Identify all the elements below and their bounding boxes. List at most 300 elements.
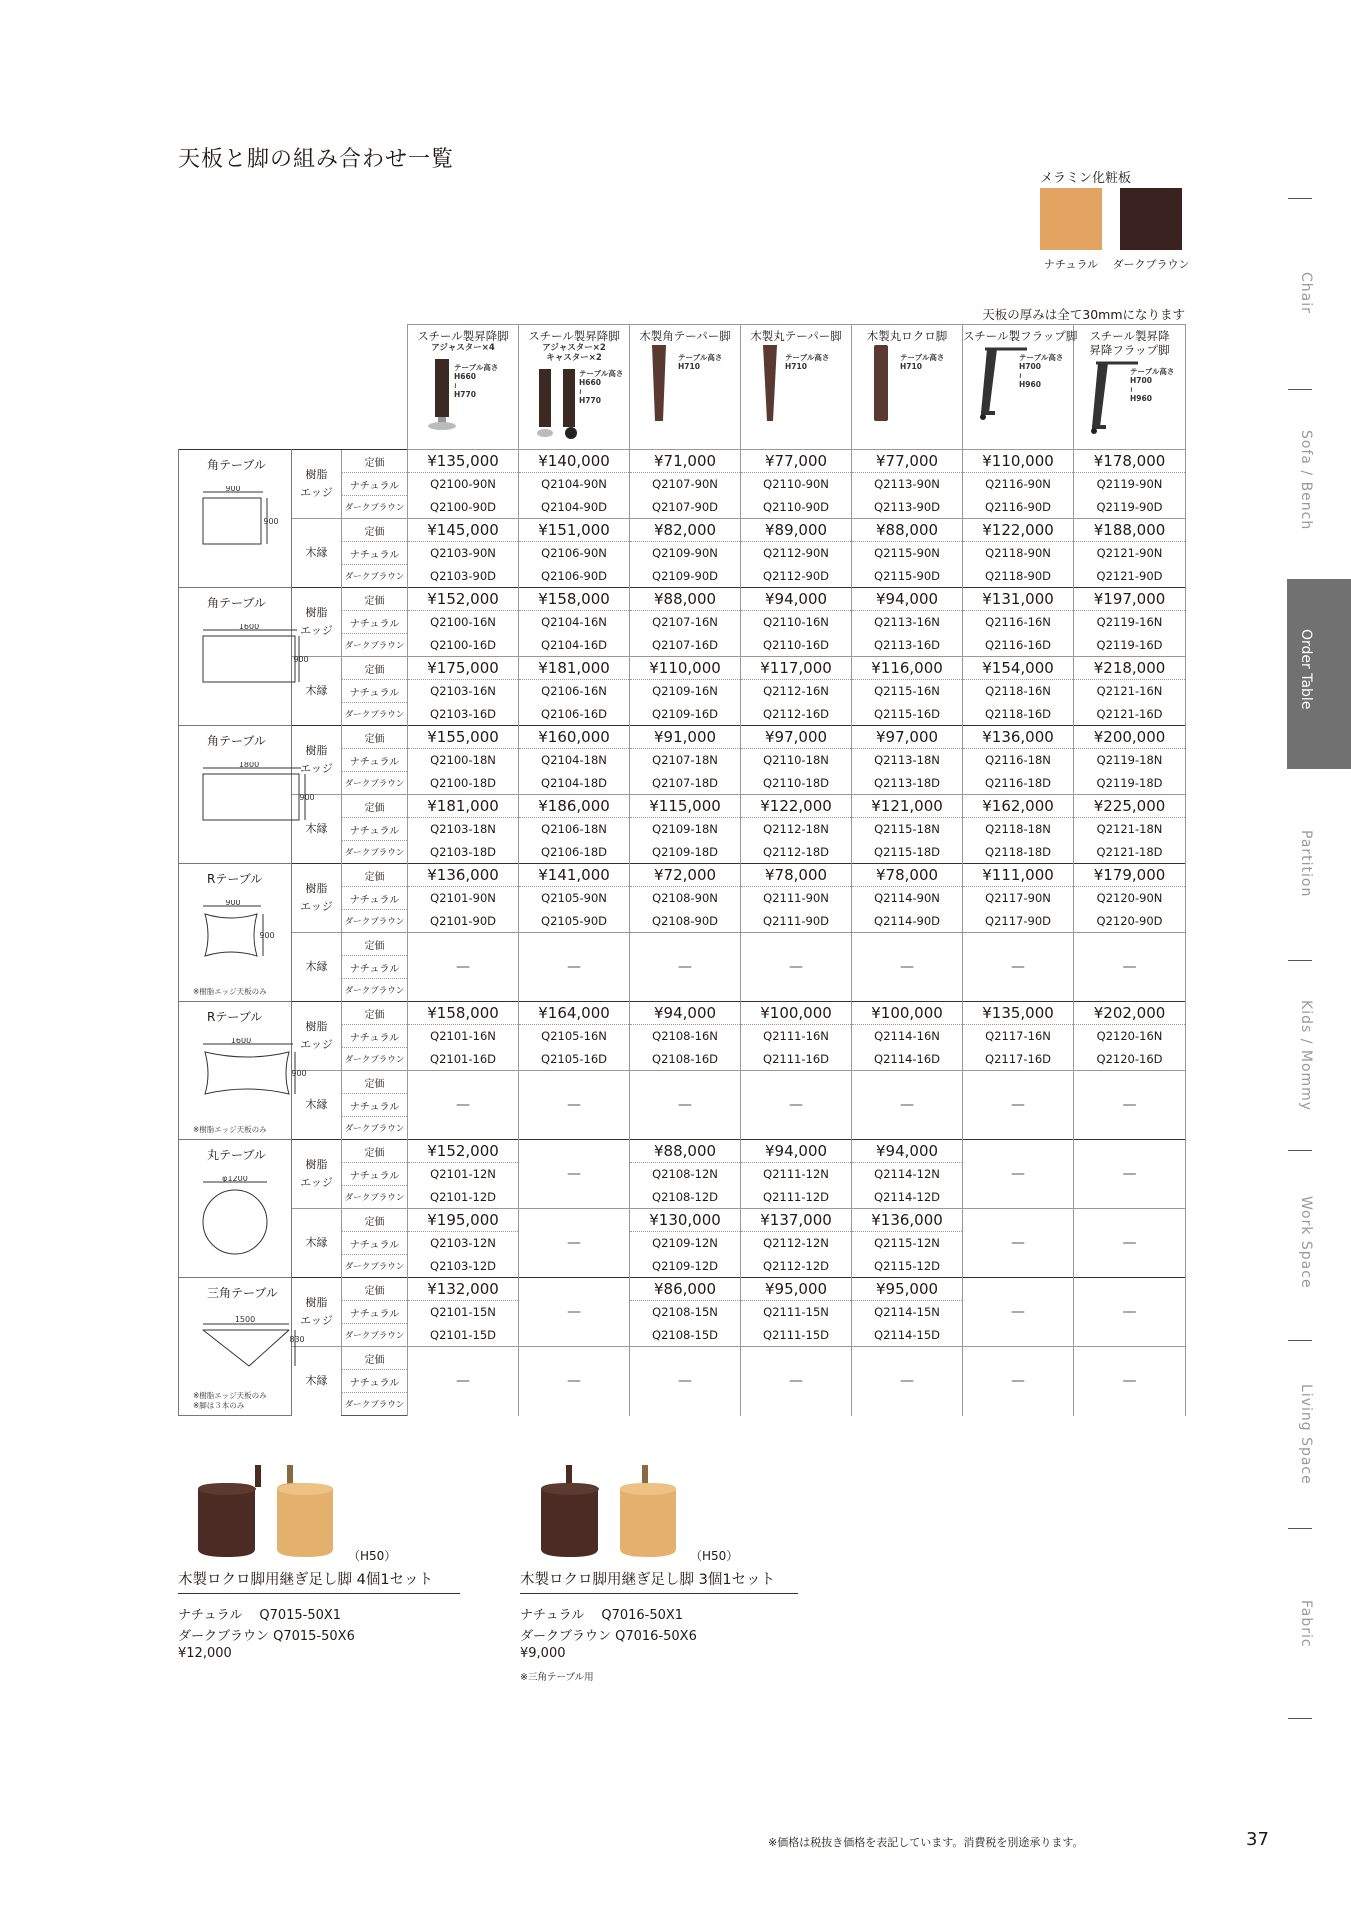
product-code-cell: Q2119-16D bbox=[1074, 634, 1186, 657]
price-cell: ¥145,000 bbox=[408, 519, 519, 542]
leg-height-note bbox=[785, 353, 829, 371]
product-code-cell: Q2120-90D bbox=[1074, 910, 1186, 933]
table-row bbox=[179, 1278, 1186, 1301]
side-nav-item[interactable]: Sofa / Bench bbox=[1298, 430, 1314, 531]
swatch-natural bbox=[1040, 188, 1102, 250]
leg-height-line: テーブル高さ bbox=[678, 353, 723, 362]
row-attr-price: 定価 bbox=[342, 1071, 408, 1094]
leg-image bbox=[644, 343, 674, 427]
product-code-cell: Q2110-18N bbox=[741, 749, 852, 772]
row-attr-natural: ナチュラル bbox=[342, 1025, 408, 1048]
edge-label: エッジ bbox=[300, 486, 333, 499]
product-code-cell: Q2111-15N bbox=[741, 1301, 852, 1324]
dash-mark: — bbox=[1011, 1097, 1026, 1113]
table-type-note bbox=[193, 987, 267, 997]
leg-subtitle: アジャスター×2 bbox=[542, 343, 606, 353]
edge-label: 樹脂 bbox=[305, 1296, 328, 1309]
product-code-cell: Q2111-12D bbox=[741, 1186, 852, 1209]
dash-mark: — bbox=[1122, 1166, 1137, 1182]
row-attr-price: 定価 bbox=[342, 588, 408, 611]
leg-height-note bbox=[678, 353, 722, 371]
product-code-cell: Q2116-18D bbox=[963, 772, 1074, 795]
price-cell: ¥88,000 bbox=[630, 588, 741, 611]
leg-height-line: H710 bbox=[900, 362, 922, 371]
side-nav-item[interactable]: Work Space bbox=[1298, 1196, 1314, 1289]
table-row bbox=[179, 864, 1186, 887]
product-code-cell: Q2108-12D bbox=[630, 1186, 741, 1209]
product-code-cell: Q2116-90D bbox=[963, 496, 1074, 519]
side-nav-item[interactable]: Partition bbox=[1298, 830, 1314, 898]
leg-height-line: ≀ bbox=[579, 387, 582, 396]
price-cell: ¥121,000 bbox=[852, 795, 963, 818]
row-attr-price: 定価 bbox=[342, 1347, 408, 1370]
price-cell: ¥86,000 bbox=[630, 1278, 741, 1301]
leg-height-line: テーブル高さ bbox=[1019, 353, 1064, 362]
product-code-cell: Q2112-90N bbox=[741, 542, 852, 565]
edge-resin bbox=[292, 450, 342, 519]
not-available-cell bbox=[963, 933, 1074, 1002]
product-code-cell: Q2119-90D bbox=[1074, 496, 1186, 519]
leg-name: スチール製昇降 bbox=[1089, 329, 1170, 343]
edge-label: エッジ bbox=[300, 624, 333, 637]
product-code-cell: Q2100-90D bbox=[408, 496, 519, 519]
row-attr-dark: ダークブラウン bbox=[342, 1117, 408, 1140]
product-code-cell: Q2117-16N bbox=[963, 1025, 1074, 1048]
side-nav-divider bbox=[1288, 1528, 1312, 1529]
price-cell: ¥218,000 bbox=[1074, 657, 1186, 680]
table-shape-diagram bbox=[201, 1176, 281, 1260]
leg-name: 木製角テーパー脚 bbox=[639, 329, 731, 343]
product-code-cell: Q2109-12N bbox=[630, 1232, 741, 1255]
table-type-name: Rテーブル bbox=[207, 1010, 263, 1024]
side-nav-divider bbox=[1288, 1718, 1312, 1719]
leg-height-note bbox=[579, 369, 623, 405]
price-cell: ¥225,000 bbox=[1074, 795, 1186, 818]
product-code-cell: Q2104-18N bbox=[519, 749, 630, 772]
price-cell: ¥136,000 bbox=[852, 1209, 963, 1232]
leg-extension-4-title: 木製ロクロ脚用継ぎ足し脚 4個1セット bbox=[178, 1568, 460, 1594]
product-code-cell: Q2113-18N bbox=[852, 749, 963, 772]
leg-name: スチール製フラップ脚 bbox=[963, 329, 1078, 343]
svg-text:900: 900 bbox=[263, 517, 279, 526]
edge-resin bbox=[292, 864, 342, 933]
row-attr-price: 定価 bbox=[342, 1140, 408, 1163]
price-cell: ¥160,000 bbox=[519, 726, 630, 749]
not-available-cell bbox=[408, 1347, 519, 1416]
not-available-cell bbox=[519, 1209, 630, 1278]
table-type-name: 三角テーブル bbox=[207, 1286, 278, 1300]
price-cell: ¥195,000 bbox=[408, 1209, 519, 1232]
price-cell: ¥95,000 bbox=[741, 1278, 852, 1301]
edge-label: 樹脂 bbox=[305, 1020, 328, 1033]
product-code-cell: Q2114-16N bbox=[852, 1025, 963, 1048]
leg-image bbox=[755, 343, 785, 427]
edge-wood bbox=[292, 519, 342, 588]
leg-height-line: テーブル高さ bbox=[785, 353, 830, 362]
table-row bbox=[179, 795, 1186, 818]
side-nav-item[interactable]: Living Space bbox=[1298, 1384, 1314, 1485]
product-code-cell: Q2107-16D bbox=[630, 634, 741, 657]
price-cell: ¥131,000 bbox=[963, 588, 1074, 611]
leg-height-line: テーブル高さ bbox=[900, 353, 945, 362]
price-cell: ¥97,000 bbox=[741, 726, 852, 749]
side-nav-divider bbox=[1288, 198, 1312, 199]
product-code-cell: Q2108-16D bbox=[630, 1048, 741, 1071]
product-code-cell: Q2105-90D bbox=[519, 910, 630, 933]
swatch-dark-brown-label: ダークブラウン bbox=[1112, 258, 1190, 271]
dash-mark: — bbox=[678, 1097, 693, 1113]
product-code-cell: Q2108-15D bbox=[630, 1324, 741, 1347]
price-cell: ¥94,000 bbox=[741, 1140, 852, 1163]
price-cell: ¥110,000 bbox=[630, 657, 741, 680]
svg-text:830: 830 bbox=[289, 1335, 305, 1344]
price-cell: ¥78,000 bbox=[741, 864, 852, 887]
leg-height-line: H710 bbox=[785, 362, 807, 371]
dash-mark: — bbox=[1011, 959, 1026, 975]
not-available-cell bbox=[963, 1140, 1074, 1209]
price-cell: ¥89,000 bbox=[741, 519, 852, 542]
price-cell: ¥94,000 bbox=[852, 1140, 963, 1163]
not-available-cell bbox=[963, 1209, 1074, 1278]
edge-label: 樹脂 bbox=[305, 1158, 328, 1171]
price-cell: ¥137,000 bbox=[741, 1209, 852, 1232]
price-cell: ¥164,000 bbox=[519, 1002, 630, 1025]
price-cell: ¥188,000 bbox=[1074, 519, 1186, 542]
dash-mark: — bbox=[567, 1304, 582, 1320]
leg-header-4 bbox=[741, 325, 852, 450]
product-code-cell: Q2109-16D bbox=[630, 703, 741, 726]
side-nav-item-active[interactable]: Order Table bbox=[1298, 629, 1314, 710]
row-attr-price: 定価 bbox=[342, 1209, 408, 1232]
dash-mark: — bbox=[900, 959, 915, 975]
product-code-cell: Q2116-16N bbox=[963, 611, 1074, 634]
table-row bbox=[179, 1002, 1186, 1025]
leg-extension-4-natural: ナチュラル Q7015-50X1 bbox=[178, 1608, 342, 1623]
leg-height-line: ≀ bbox=[1130, 385, 1133, 394]
footer-note: ※価格は税抜き価格を表記しています。消費税を別途承ります。 bbox=[768, 1836, 1084, 1849]
row-attr-dark: ダークブラウン bbox=[342, 772, 408, 795]
product-code-cell: Q2110-90N bbox=[741, 473, 852, 496]
table-row bbox=[179, 657, 1186, 680]
product-code-cell: Q2106-18N bbox=[519, 818, 630, 841]
leg-subtitle: アジャスター×4 bbox=[431, 343, 495, 353]
product-code-cell: Q2115-18D bbox=[852, 841, 963, 864]
product-code-cell: Q2104-18D bbox=[519, 772, 630, 795]
combination-table bbox=[178, 324, 1186, 1416]
side-nav-item[interactable]: Fabric bbox=[1298, 1600, 1314, 1648]
leg-height-line: ≀ bbox=[454, 381, 457, 390]
table-row bbox=[179, 1209, 1186, 1232]
not-available-cell bbox=[963, 1347, 1074, 1416]
price-cell: ¥91,000 bbox=[630, 726, 741, 749]
not-available-cell bbox=[1074, 933, 1186, 1002]
price-cell: ¥175,000 bbox=[408, 657, 519, 680]
product-code-cell: Q2109-12D bbox=[630, 1255, 741, 1278]
row-attr-dark: ダークブラウン bbox=[342, 1324, 408, 1347]
leg-height-line: テーブル高さ bbox=[454, 363, 499, 372]
not-available-cell bbox=[741, 933, 852, 1002]
price-cell: ¥135,000 bbox=[963, 1002, 1074, 1025]
price-cell: ¥100,000 bbox=[741, 1002, 852, 1025]
not-available-cell bbox=[852, 933, 963, 1002]
not-available-cell bbox=[519, 1347, 630, 1416]
price-cell: ¥181,000 bbox=[408, 795, 519, 818]
not-available-cell bbox=[408, 933, 519, 1002]
product-code-cell: Q2106-90D bbox=[519, 565, 630, 588]
leg-extension-3-height: （H50） bbox=[690, 1549, 739, 1563]
product-code-cell: Q2120-16N bbox=[1074, 1025, 1186, 1048]
leg-height-line: H770 bbox=[579, 396, 601, 405]
leg-header-5 bbox=[852, 325, 963, 450]
product-code-cell: Q2118-16D bbox=[963, 703, 1074, 726]
svg-text:1500: 1500 bbox=[234, 1315, 256, 1324]
price-cell: ¥130,000 bbox=[630, 1209, 741, 1232]
price-cell: ¥78,000 bbox=[852, 864, 963, 887]
page-title: 天板と脚の組み合わせ一覧 bbox=[178, 147, 455, 172]
product-code-cell: Q2118-18D bbox=[963, 841, 1074, 864]
dash-mark: — bbox=[1011, 1304, 1026, 1320]
leg-extension-4-dark: ダークブラウン Q7015-50X6 bbox=[178, 1629, 355, 1644]
table-type-cell bbox=[179, 588, 309, 726]
price-cell: ¥77,000 bbox=[741, 450, 852, 473]
product-code-cell: Q2112-16N bbox=[741, 680, 852, 703]
product-code-cell: Q2100-18N bbox=[408, 749, 519, 772]
edge-label: エッジ bbox=[300, 900, 333, 913]
product-code-cell: Q2117-90N bbox=[963, 887, 1074, 910]
edge-label: 樹脂 bbox=[305, 468, 328, 481]
table-type-name: 角テーブル bbox=[207, 458, 266, 472]
table-row bbox=[179, 450, 1186, 473]
dash-mark: — bbox=[1011, 1166, 1026, 1182]
leg-header-1 bbox=[408, 325, 519, 450]
product-code-cell: Q2117-90D bbox=[963, 910, 1074, 933]
product-code-cell: Q2104-90N bbox=[519, 473, 630, 496]
page-number: 37 bbox=[1246, 1829, 1269, 1850]
dash-mark: — bbox=[567, 1097, 582, 1113]
product-code-cell: Q2111-16N bbox=[741, 1025, 852, 1048]
leg-height-line: H700 bbox=[1019, 362, 1041, 371]
not-available-cell bbox=[1074, 1347, 1186, 1416]
leg-height-line: H770 bbox=[454, 390, 476, 399]
product-code-cell: Q2115-90N bbox=[852, 542, 963, 565]
table-type-name: 角テーブル bbox=[207, 734, 266, 748]
product-code-cell: Q2108-90N bbox=[630, 887, 741, 910]
not-available-cell bbox=[408, 1071, 519, 1140]
not-available-cell bbox=[852, 1347, 963, 1416]
product-code-cell: Q2118-16N bbox=[963, 680, 1074, 703]
product-code-cell: Q2111-12N bbox=[741, 1163, 852, 1186]
table-type-name: 角テーブル bbox=[207, 596, 266, 610]
dash-mark: — bbox=[1011, 1373, 1026, 1390]
row-attr-price: 定価 bbox=[342, 726, 408, 749]
leg-name-line2: 昇降フラップ脚 bbox=[1089, 343, 1170, 357]
not-available-cell bbox=[963, 1278, 1074, 1347]
dash-mark: — bbox=[1122, 1235, 1137, 1251]
product-code-cell: Q2114-90N bbox=[852, 887, 963, 910]
product-code-cell: Q2118-90N bbox=[963, 542, 1074, 565]
not-available-cell bbox=[963, 1071, 1074, 1140]
product-code-cell: Q2111-90D bbox=[741, 910, 852, 933]
product-code-cell: Q2112-18N bbox=[741, 818, 852, 841]
edge-label: エッジ bbox=[300, 762, 333, 775]
side-nav-item[interactable]: Chair bbox=[1298, 272, 1314, 314]
table-row bbox=[179, 1140, 1186, 1163]
product-code-cell: Q2115-12N bbox=[852, 1232, 963, 1255]
side-nav-item[interactable]: Kids / Mommy bbox=[1298, 1000, 1314, 1112]
product-code-cell: Q2113-18D bbox=[852, 772, 963, 795]
product-code-cell: Q2112-16D bbox=[741, 703, 852, 726]
product-code-cell: Q2103-18D bbox=[408, 841, 519, 864]
dash-mark: — bbox=[456, 1373, 471, 1390]
price-cell: ¥186,000 bbox=[519, 795, 630, 818]
price-cell: ¥181,000 bbox=[519, 657, 630, 680]
price-cell: ¥82,000 bbox=[630, 519, 741, 542]
row-attr-natural: ナチュラル bbox=[342, 818, 408, 841]
dash-mark: — bbox=[789, 959, 804, 975]
leg-extension-3-image bbox=[538, 1465, 683, 1560]
price-cell: ¥117,000 bbox=[741, 657, 852, 680]
not-available-cell bbox=[630, 933, 741, 1002]
leg-height-line: H700 bbox=[1130, 376, 1152, 385]
price-cell: ¥141,000 bbox=[519, 864, 630, 887]
dash-mark: — bbox=[567, 1373, 582, 1390]
product-code-cell: Q2114-16D bbox=[852, 1048, 963, 1071]
price-cell: ¥116,000 bbox=[852, 657, 963, 680]
dash-mark: — bbox=[567, 1235, 582, 1251]
row-attr-price: 定価 bbox=[342, 864, 408, 887]
dash-mark: — bbox=[1122, 1373, 1137, 1390]
leg-name: 木製丸テーパー脚 bbox=[750, 329, 842, 343]
dash-mark: — bbox=[1122, 1097, 1137, 1113]
product-code-cell: Q2121-90N bbox=[1074, 542, 1186, 565]
row-attr-natural: ナチュラル bbox=[342, 680, 408, 703]
side-nav-divider bbox=[1288, 389, 1312, 390]
row-attr-price: 定価 bbox=[342, 933, 408, 956]
product-code-cell: Q2106-90N bbox=[519, 542, 630, 565]
table-type-note bbox=[193, 1391, 267, 1411]
product-code-cell: Q2114-12N bbox=[852, 1163, 963, 1186]
price-cell: ¥162,000 bbox=[963, 795, 1074, 818]
product-code-cell: Q2116-90N bbox=[963, 473, 1074, 496]
table-shape-diagram bbox=[201, 1314, 311, 1388]
product-code-cell: Q2101-90D bbox=[408, 910, 519, 933]
dash-mark: — bbox=[1122, 959, 1137, 975]
product-code-cell: Q2115-16D bbox=[852, 703, 963, 726]
dash-mark: — bbox=[567, 959, 582, 975]
leg-height-line: ≀ bbox=[1019, 371, 1022, 380]
svg-text:900: 900 bbox=[291, 1069, 307, 1078]
row-attr-dark: ダークブラウン bbox=[342, 979, 408, 1002]
product-code-cell: Q2111-90N bbox=[741, 887, 852, 910]
table-type-note-line: ※樹脂エッジ天板のみ bbox=[193, 1391, 267, 1400]
leg-header-2 bbox=[519, 325, 630, 450]
product-code-cell: Q2109-90D bbox=[630, 565, 741, 588]
not-available-cell bbox=[1074, 1209, 1186, 1278]
svg-text:1600: 1600 bbox=[230, 1038, 252, 1045]
price-cell: ¥132,000 bbox=[408, 1278, 519, 1301]
row-attr-natural: ナチュラル bbox=[342, 542, 408, 565]
table-shape-diagram bbox=[201, 900, 281, 974]
melamine-title: メラミン化粧板 bbox=[1040, 171, 1132, 186]
product-code-cell: Q2121-18D bbox=[1074, 841, 1186, 864]
product-code-cell: Q2118-18N bbox=[963, 818, 1074, 841]
row-attr-natural: ナチュラル bbox=[342, 1301, 408, 1324]
row-attr-natural: ナチュラル bbox=[342, 611, 408, 634]
leg-height-note bbox=[1019, 353, 1063, 389]
product-code-cell: Q2110-18D bbox=[741, 772, 852, 795]
product-code-cell: Q2108-15N bbox=[630, 1301, 741, 1324]
product-code-cell: Q2103-16D bbox=[408, 703, 519, 726]
table-type-name: 丸テーブル bbox=[207, 1148, 266, 1162]
price-cell: ¥179,000 bbox=[1074, 864, 1186, 887]
product-code-cell: Q2115-12D bbox=[852, 1255, 963, 1278]
row-attr-natural: ナチュラル bbox=[342, 1232, 408, 1255]
price-cell: ¥122,000 bbox=[741, 795, 852, 818]
table-type-cell bbox=[179, 1278, 305, 1416]
row-attr-natural: ナチュラル bbox=[342, 1094, 408, 1117]
edge-label: 木縁 bbox=[305, 1374, 328, 1388]
leg-header-6 bbox=[963, 325, 1078, 450]
product-code-cell: Q2121-18N bbox=[1074, 818, 1186, 841]
dash-mark: — bbox=[456, 1097, 471, 1113]
leg-name: 木製丸ロクロ脚 bbox=[866, 329, 948, 343]
product-code-cell: Q2101-12N bbox=[408, 1163, 519, 1186]
leg-extension-4-image bbox=[195, 1465, 340, 1560]
product-code-cell: Q2103-12N bbox=[408, 1232, 519, 1255]
dash-mark: — bbox=[456, 959, 471, 975]
product-code-cell: Q2100-16N bbox=[408, 611, 519, 634]
row-attr-price: 定価 bbox=[342, 450, 408, 473]
leg-height-note bbox=[454, 363, 498, 399]
price-cell: ¥111,000 bbox=[963, 864, 1074, 887]
edge-label: 木縁 bbox=[305, 1236, 328, 1249]
product-code-cell: Q2110-90D bbox=[741, 496, 852, 519]
svg-text:900: 900 bbox=[259, 931, 275, 940]
edge-wood bbox=[292, 1209, 342, 1278]
price-cell: ¥94,000 bbox=[852, 588, 963, 611]
product-code-cell: Q2116-16D bbox=[963, 634, 1074, 657]
price-cell: ¥155,000 bbox=[408, 726, 519, 749]
price-cell: ¥197,000 bbox=[1074, 588, 1186, 611]
row-attr-dark: ダークブラウン bbox=[342, 1393, 408, 1416]
table-type-note bbox=[193, 1125, 267, 1135]
leg-subtitle: キャスター×2 bbox=[546, 353, 602, 363]
product-code-cell: Q2115-18N bbox=[852, 818, 963, 841]
product-code-cell: Q2119-16N bbox=[1074, 611, 1186, 634]
leg-height-line: テーブル高さ bbox=[1130, 367, 1175, 376]
leg-image bbox=[866, 343, 896, 427]
row-attr-natural: ナチュラル bbox=[342, 1163, 408, 1186]
product-code-cell: Q2118-90D bbox=[963, 565, 1074, 588]
leg-header-7 bbox=[1074, 325, 1186, 450]
row-attr-dark: ダークブラウン bbox=[342, 1048, 408, 1071]
product-code-cell: Q2109-90N bbox=[630, 542, 741, 565]
product-code-cell: Q2105-16N bbox=[519, 1025, 630, 1048]
price-cell: ¥136,000 bbox=[408, 864, 519, 887]
table-type-note-line: ※樹脂エッジ天板のみ bbox=[193, 987, 267, 996]
swatch-natural-label: ナチュラル bbox=[1043, 258, 1099, 271]
row-attr-dark: ダークブラウン bbox=[342, 910, 408, 933]
table-type-cell bbox=[179, 864, 292, 1002]
price-cell: ¥110,000 bbox=[963, 450, 1074, 473]
table-row bbox=[179, 726, 1186, 749]
table-type-cell bbox=[179, 1002, 307, 1140]
dash-mark: — bbox=[900, 1373, 915, 1390]
product-code-cell: Q2106-16D bbox=[519, 703, 630, 726]
edge-label: 樹脂 bbox=[305, 744, 328, 757]
leg-height-line: H960 bbox=[1019, 380, 1041, 389]
row-attr-natural: ナチュラル bbox=[342, 956, 408, 979]
